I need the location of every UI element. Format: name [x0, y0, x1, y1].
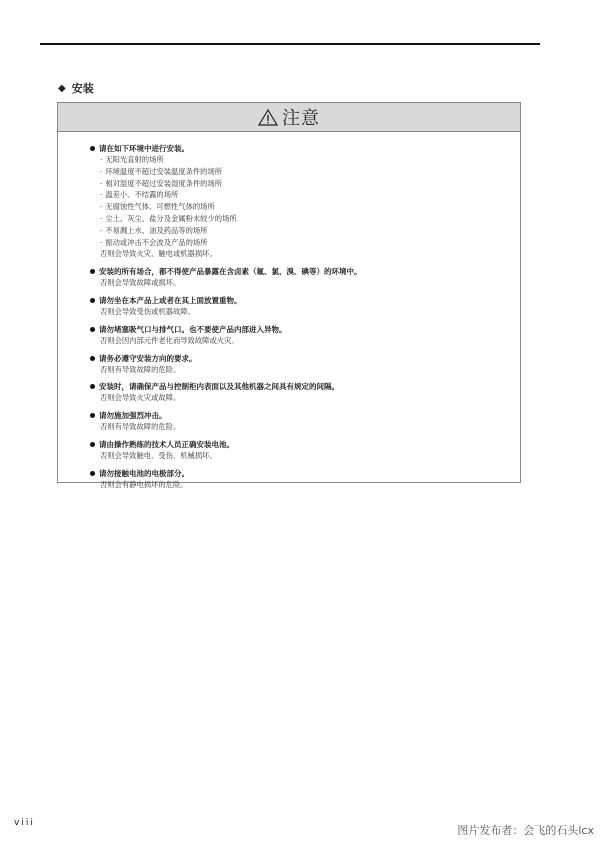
condition-item: · 无阳光直射的场所 [90, 154, 520, 166]
page-number: viii [14, 818, 35, 828]
caution-item [90, 266, 520, 289]
caution-item [90, 410, 520, 433]
caution-item-heading [90, 295, 520, 306]
condition-item: · 无腐蚀性气体、可燃性气体的场所 [90, 201, 520, 213]
caution-item-heading [90, 410, 520, 421]
caution-item [90, 143, 520, 260]
consequence-note: 否则有导致故障的危险。 [100, 364, 181, 374]
caution-item-text: 请由操作熟练的技术人员正确安装电池。 [99, 439, 234, 449]
consequence-note: 否则会导致故障或损坏。 [100, 278, 181, 288]
condition-item: · 相对湿度不超过安装湿度条件的场所 [90, 178, 520, 190]
bullet-icon [90, 356, 95, 361]
caution-item-heading [90, 439, 520, 450]
bullet-icon [90, 298, 95, 303]
caution-item-heading [90, 381, 520, 392]
condition-item: · 振动或冲击不会波及产品的场所 [90, 237, 520, 249]
section-heading [58, 80, 94, 96]
caution-item [90, 324, 520, 347]
caution-item-text: 请勿坐在本产品上或者在其上面放置重物。 [99, 295, 242, 305]
bullet-icon [90, 442, 95, 447]
caution-item [90, 468, 520, 491]
consequence-note: 否则会导致火灾、触电或机器损坏。 [100, 249, 217, 259]
bullet-icon [90, 327, 95, 332]
condition-item: · 不易溅上水、油及药品等的场所 [90, 225, 520, 237]
bullet-icon [90, 413, 95, 418]
caution-item-text: 请勿堵塞吸气口与排气口。也不要使产品内部进入异物。 [99, 324, 287, 334]
bullet-icon [90, 471, 95, 476]
caution-list [58, 132, 520, 491]
watermark: 图片发布者：会飞的石头lcx [457, 824, 594, 837]
caution-box [57, 102, 521, 489]
condition-item: · 温差小、不结露的场所 [90, 189, 520, 201]
section-title: 安装 [71, 82, 94, 95]
caution-item-heading [90, 468, 520, 479]
caution-header [58, 103, 520, 132]
caution-item-heading [90, 353, 520, 364]
caution-item-text: 安装时，请确保产品与控制柜内表面以及其他机器之间具有规定的间隔。 [99, 382, 339, 392]
top-rule [40, 43, 540, 45]
consequence-note: 否则会有静电损坏的危险。 [100, 479, 188, 489]
caution-item-text: 请在如下环境中进行安装。 [99, 144, 189, 153]
condition-item: · 环境温度不超过安装温度条件的场所 [90, 166, 520, 178]
caution-item-heading [90, 143, 520, 154]
caution-item [90, 295, 520, 318]
caution-item [90, 353, 520, 376]
caution-item-text: 请勿接触电池的电极部分。 [99, 468, 189, 478]
warning-triangle-icon [258, 109, 278, 126]
caution-item [90, 381, 520, 404]
diamond-bullet-icon: ◆ [58, 82, 66, 94]
condition-item: · 尘土、灰尘、盐分及金属粉末较少的场所 [90, 213, 520, 225]
bullet-icon [90, 146, 95, 151]
caution-title: 注意 [282, 108, 320, 129]
caution-item-heading [90, 266, 520, 277]
caution-item-text: 请务必遵守安装方向的要求。 [99, 353, 197, 363]
consequence-note: 否则会导致触电、受伤、机械损坏。 [100, 450, 217, 460]
consequence-note: 否则有导致故障的危险。 [100, 422, 181, 432]
consequence-note: 否则会导致火灾或故障。 [100, 393, 181, 403]
caution-item-text: 安装的所有场合，都不得使产品暴露在含卤素（氟、氯、溴、碘等）的环境中。 [99, 267, 362, 277]
caution-item-heading [90, 324, 520, 335]
consequence-note: 否则会因内部元件老化而导致故障或火灾。 [100, 335, 239, 345]
caution-item [90, 439, 520, 462]
bullet-icon [90, 269, 95, 274]
caution-item-text: 请勿施加强烈冲击。 [99, 411, 167, 421]
bullet-icon [90, 384, 95, 389]
consequence-note: 否则会导致受伤或机器故障。 [100, 306, 195, 316]
